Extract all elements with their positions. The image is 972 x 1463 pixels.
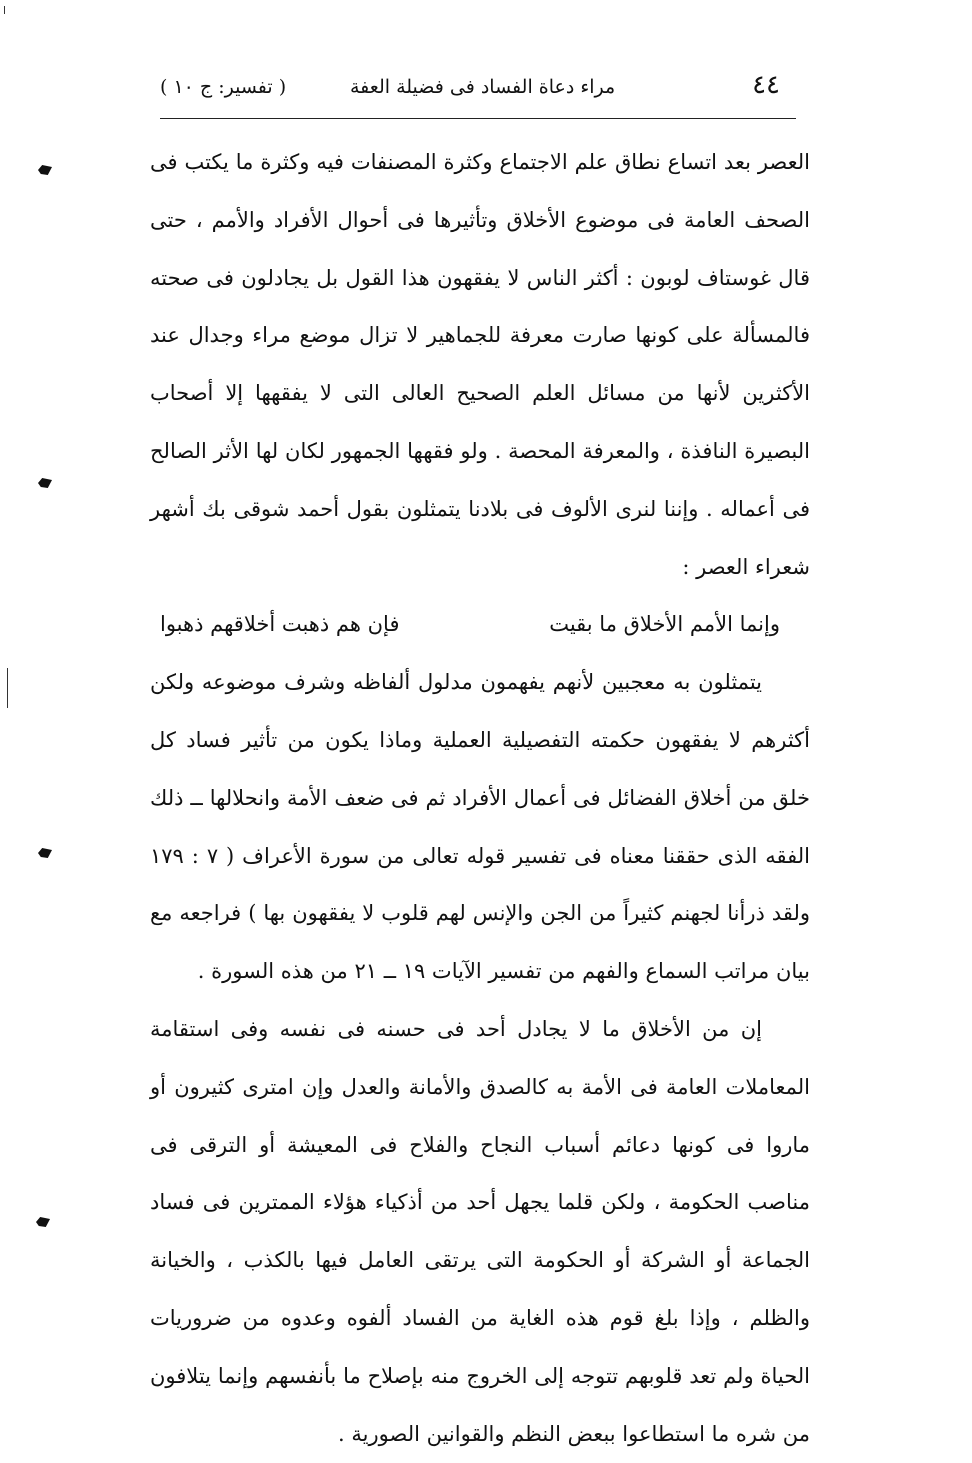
paragraph-2: يتمثلون به معجبين لأنهم يفهمون مدلول ألفاظه وشرف موضوعه ولكن أكثرهم لا يفقهون حكمته التفصيلية العملية وماذا يكون من تأثير فساد كل خلق من أخلاق الفضائل فى أعمال الأفراد ثم فى ضعف الأمة وانحلالها ــ ذلك الفقه الذى حققنا معناه فى تفسير قوله تعالى من سورة الأعراف ( ٧ : ١٧٩ ولقد ذرأنا لجهنم كثيراً من الجن والإنس لهم قلوب لا يفقهون بها ) فراجعه مع بيان مراتب السماع والفهم من تفسير الآيات ١٩ ــ ٢١ من هذه السورة .	[150, 670, 810, 984]
page-number: ٤٤	[752, 70, 780, 100]
running-title: مراء دعاة الفساد فى فضيلة العفة	[350, 76, 616, 98]
scan-edge-line	[7, 668, 8, 708]
poetry-verse	[150, 596, 810, 654]
scan-binding-mark	[38, 165, 52, 175]
verse-first-hemistich: وإنما الأمم الأخلاق ما بقيت	[549, 612, 780, 637]
scan-binding-mark	[38, 478, 52, 488]
scan-edge-line	[4, 6, 5, 14]
volume-reference: ( تفسير: ج ١٠ )	[160, 76, 287, 98]
page-header	[160, 70, 800, 110]
verse-second-hemistich: فإن هم ذهبت أخلاقهم ذهبوا	[160, 612, 400, 637]
paragraph-3: إن من الأخلاق ما لا يجادل أحد فى حسنه فى نفسه وفى استقامة المعاملات العامة فى الأمة به كالصدق والأمانة والعدل وإن امترى كثيرون أو ماروا فى كونها دعائم أسباب النجاح والفلاح فى المعيشة أو الترقى فى مناصب الحكومة ، ولكن قلما يجهل أحد من أذكياء هؤلاء الممترين فى فساد الجماعة أو الشركة أو الحكومة التى يرتقى العامل فيها بالكذب ، والخيانة والظلم ، وإذا بلغ قوم هذه الغاية من الفساد ألفوه وعدوه من ضروريات الحياة ولم تعد قلوبهم تتوجه إلى الخروج منه بإصلاح ما بأنفسهم وإنما يتلافون من شره ما استطاعوا ببعض النظم والقوانين الصورية .	[150, 1016, 810, 1446]
paragraph-1: العصر بعد اتساع نطاق علم الاجتماع وكثرة المصنفات فيه وكثرة ما يكتب فى الصحف العامة فى موضوع الأخلاق وتأثيرها فى أحوال الأفراد والأمم ، حتى قال غوستاف لوبون : أكثر الناس لا يفقهون هذا القول بل يجادلون فى صحته فالمسألة على كونها صارت معرفة للجماهير لا تزال موضع مراء وجدال عند الأكثرين لأنها من مسائل العلم الصحيح العالى التى لا يفقهها إلا أصحاب البصيرة النافذة ، والمعرفة المحصة . ولو فقهها الجمهور لكان لها الأثر الصالح فى أعماله . وإننا لنرى الألوف فى بلادنا يتمثلون بقول أحمد شوقى بك أشهر شعراء العصر :	[150, 150, 810, 579]
scan-binding-mark	[38, 848, 52, 858]
header-rule	[160, 118, 796, 119]
scan-binding-mark	[36, 1217, 50, 1227]
body-text	[150, 134, 810, 1463]
